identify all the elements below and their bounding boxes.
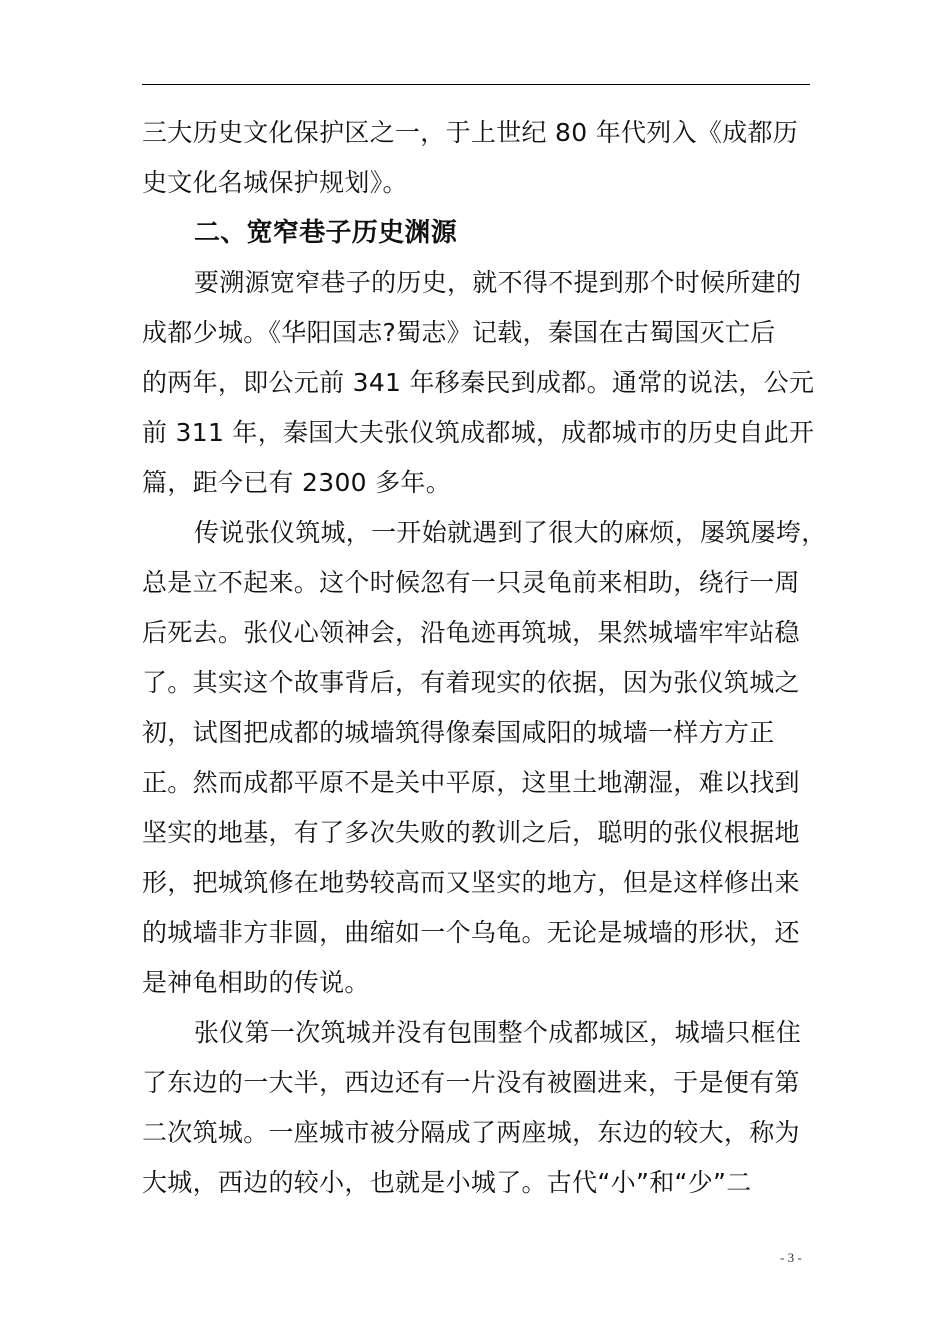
body-line: 篇，距今已有 2300 多年。 xyxy=(142,468,452,497)
body-line: 正。然而成都平原不是关中平原，这里土地潮湿，难以找到 xyxy=(142,768,800,797)
page-number: - 3 - xyxy=(780,1250,802,1265)
paragraph-first-line: 要溯源宽窄巷子的历史，就不得不提到那个时候所建的 xyxy=(194,268,802,297)
body-line: 成都少城。《华阳国志?蜀志》记载，秦国在古蜀国灭亡后 xyxy=(142,318,776,347)
body-line: 后死去。张仪心领神会，沿龟迹再筑城，果然城墙牢牢站稳 xyxy=(142,618,800,647)
body-line: 三大历史文化保护区之一，于上世纪 80 年代列入《成都历 xyxy=(142,118,799,147)
body-line: 坚实的地基，有了多次失败的教训之后，聪明的张仪根据地 xyxy=(142,818,800,847)
body-line: 总是立不起来。这个时候忽有一只灵龟前来相助，绕行一周 xyxy=(142,568,800,597)
paragraph-first-line: 传说张仪筑城，一开始就遇到了很大的麻烦，屡筑屡垮， xyxy=(194,518,827,547)
section-heading: 二、宽窄巷子历史渊源 xyxy=(194,218,458,248)
body-line: 前 311 年，秦国大夫张仪筑成都城，成都城市的历史自此开 xyxy=(142,418,815,447)
body-line: 的城墙非方非圆，曲缩如一个乌龟。无论是城墙的形状，还 xyxy=(142,918,800,947)
body-line: 史文化名城保护规划》。 xyxy=(142,168,408,197)
header-rule xyxy=(142,84,810,85)
body-line: 初，试图把成都的城墙筑得像秦国咸阳的城墙一样方方正 xyxy=(142,718,775,747)
body-line: 了。其实这个故事背后，有着现实的依据，因为张仪筑城之 xyxy=(142,668,800,697)
body-line: 的两年，即公元前 341 年移秦民到成都。通常的说法，公元 xyxy=(142,368,815,397)
body-line: 形，把城筑修在地势较高而又坚实的地方，但是这样修出来 xyxy=(142,868,800,897)
body-line: 是神龟相助的传说。 xyxy=(142,968,370,997)
body-line: 二次筑城。一座城市被分隔成了两座城，东边的较大，称为 xyxy=(142,1118,800,1147)
document-body xyxy=(142,108,832,1208)
paragraph-first-line: 张仪第一次筑城并没有包围整个成都城区，城墙只框住 xyxy=(194,1018,802,1047)
body-line: 大城，西边的较小，也就是小城了。古代“小”和“少”二 xyxy=(142,1168,752,1197)
body-line: 了东边的一大半，西边还有一片没有被圈进来，于是便有第 xyxy=(142,1068,800,1097)
